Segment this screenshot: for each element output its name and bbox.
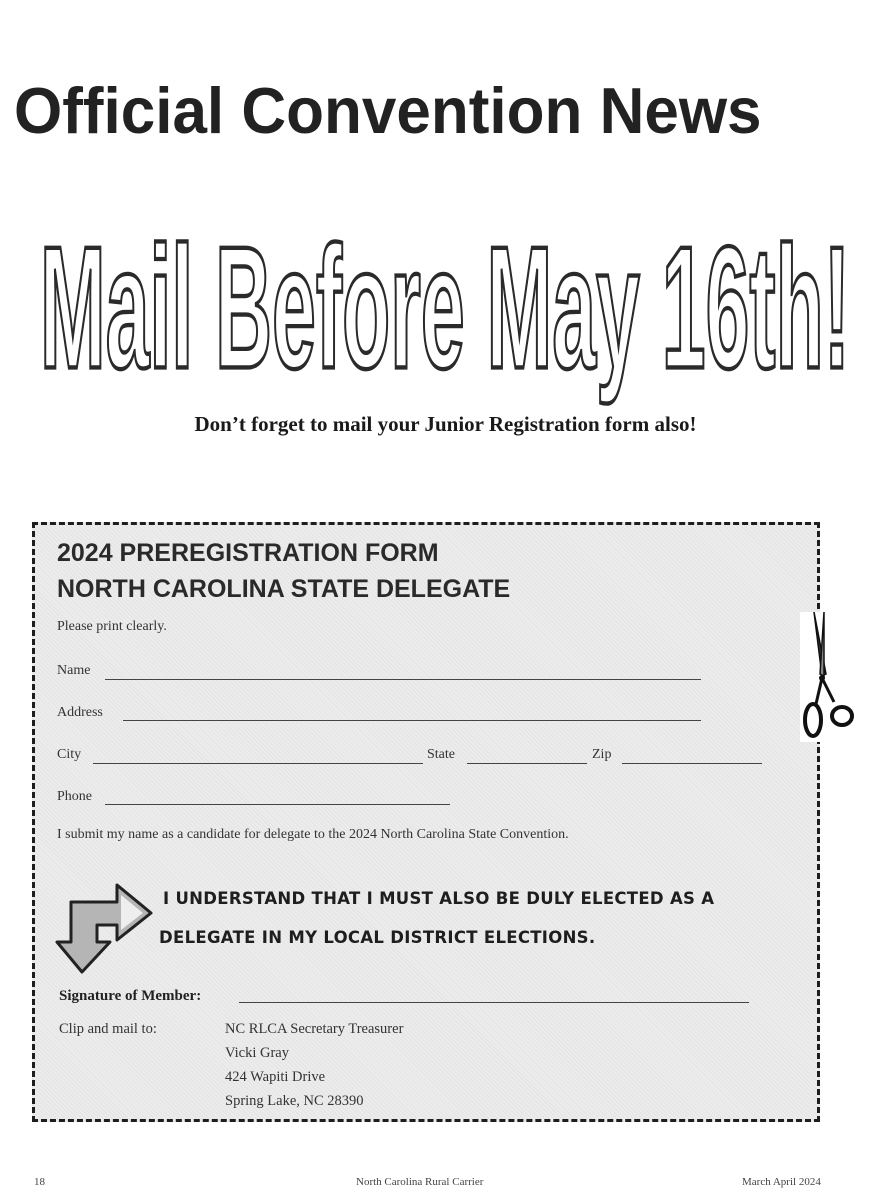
page-title: Official Convention News xyxy=(14,75,762,148)
zip-field[interactable] xyxy=(622,763,762,764)
notice-line-2: DELEGATE IN MY LOCAL DISTRICT ELECTIONS. xyxy=(159,928,596,947)
preregistration-form xyxy=(32,522,820,1122)
address-field[interactable] xyxy=(123,720,701,721)
candidate-statement: I submit my name as a candidate for delegate to the 2024 North Carolina State Convention. xyxy=(57,827,569,842)
notice-line-1: I UNDERSTAND THAT I MUST ALSO BE DULY ELECTED AS A xyxy=(163,889,715,908)
phone-field[interactable] xyxy=(105,804,450,805)
print-instruction: Please print clearly. xyxy=(57,619,167,634)
name-field[interactable] xyxy=(105,679,701,680)
mail-address-line: Spring Lake, NC 28390 xyxy=(225,1093,364,1109)
mail-address-line: 424 Wapiti Drive xyxy=(225,1069,326,1085)
address-label: Address xyxy=(57,705,103,720)
banner-text: Mail Before May 16th! xyxy=(40,210,851,405)
name-label: Name xyxy=(57,663,91,678)
phone-label: Phone xyxy=(57,789,92,804)
scissors-icon xyxy=(800,612,856,742)
state-label: State xyxy=(427,747,455,762)
signature-label: Signature of Member: xyxy=(59,988,202,1004)
mail-address-line: NC RLCA Secretary Treasurer xyxy=(225,1021,404,1037)
form-subtitle: NORTH CAROLINA STATE DELEGATE xyxy=(57,575,511,603)
state-field[interactable] xyxy=(467,763,587,764)
signature-field[interactable] xyxy=(239,1002,749,1003)
issue-date: March April 2024 xyxy=(742,1176,821,1188)
form-title: 2024 PREREGISTRATION FORM xyxy=(57,539,439,567)
zip-label: Zip xyxy=(592,747,612,762)
page-number: 18 xyxy=(34,1176,45,1188)
city-label: City xyxy=(57,747,82,762)
publication-name: North Carolina Rural Carrier xyxy=(356,1176,484,1188)
arrow-turn-icon xyxy=(55,880,155,975)
city-field[interactable] xyxy=(93,763,423,764)
banner-outline-text xyxy=(30,205,860,415)
mail-address-line: Vicki Gray xyxy=(225,1045,289,1061)
mail-to-label: Clip and mail to: xyxy=(59,1021,157,1037)
junior-registration-reminder: Don’t forget to mail your Junior Registration form also! xyxy=(194,412,697,436)
